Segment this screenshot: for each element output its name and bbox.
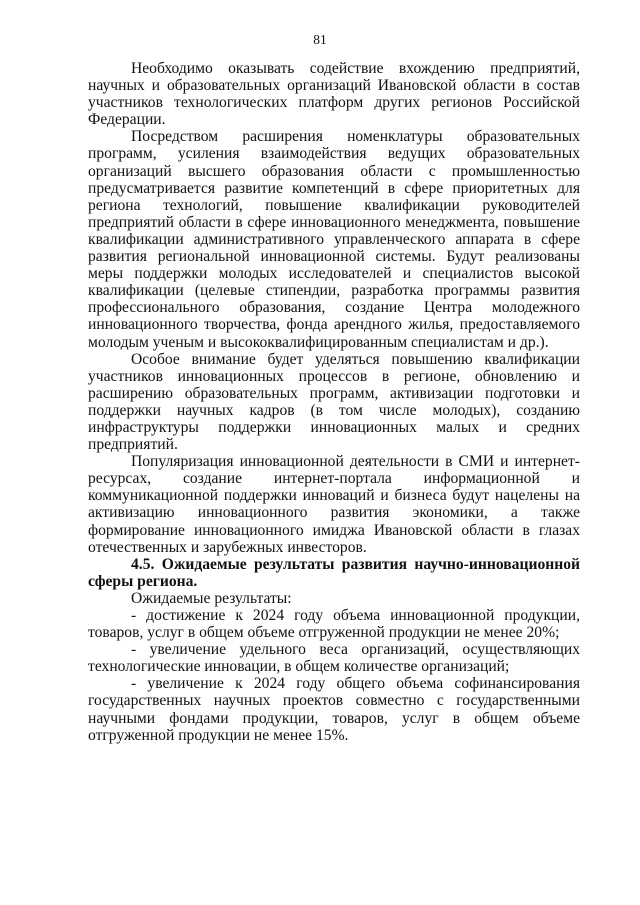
expected-results-intro: Ожидаемые результаты: [131,589,292,607]
section-heading: 4.5. Ожидаемые результаты развития научно-инновационной сферы региона. [88,555,580,590]
paragraph-technology-platforms: Необходимо оказывать содействие вхождению предприятий, научных и образовательных организаций Ивановской области в состав участников технологических платформ других регионов Российской Федерации. [88,60,580,129]
paragraph-qualification: Особое внимание будет уделяться повышению квалификации участников инновационных процессов в регионе, обновлению и расширению образовательных программ, активизации подготовки и поддержки научных кадров (в том числе молодых), созданию инфраструктуры поддержки инновационных малых и средних предприятий. [88,350,580,454]
expected-result-item: - достижение к 2024 году объема инновационной продукции, товаров, услуг в общем объеме отгруженной продукции не менее 20%; [88,607,580,642]
page-number: 81 [313,32,327,47]
paragraph-educational-programs: Посредством расширения номенклатуры образовательных программ, усиления взаимодействия ведущих образовательных организаций высшего образования области с промышленностью предусматривается развитие компетенций в сфере приоритетных для региона технологий, повышение квалификации руководителей предприятий области в сфере инновационного менеджмента, повышение квалификации административного управленческого аппарата в сфере развития региональной инновационной системы. Будут реализованы меры поддержки молодых исследователей и специалистов высокой квалификации (целевые стипендии, разработка программы развития профессионального образования, создание Центра молодежного инновационного творчества, фонда арендного жилья, предоставляемого молодым ученым и высококвалифицированным специалистам и др.). [88,128,580,351]
expected-result-item: - увеличение удельного веса организаций, осуществляющих технологические инновации, в общем количестве организаций; [88,641,580,676]
paragraph-popularization: Популяризация инновационной деятельности в СМИ и интернет-ресурсах, создание интернет-портала информационной и коммуникационной поддержки инноваций и бизнеса будут нацелены на активизацию инновационного развития экономики, а также формирование инновационного имиджа Ивановской области в глазах отечественных и зарубежных инвесторов. [88,453,580,556]
expected-result-item: - увеличение к 2024 году общего объема софинансирования государственных научных проектов совместно с государственными научными фондами продукции, товаров, услуг в общем объеме отгруженной продукции не менее 15%. [88,675,580,744]
page-content [88,60,580,744]
